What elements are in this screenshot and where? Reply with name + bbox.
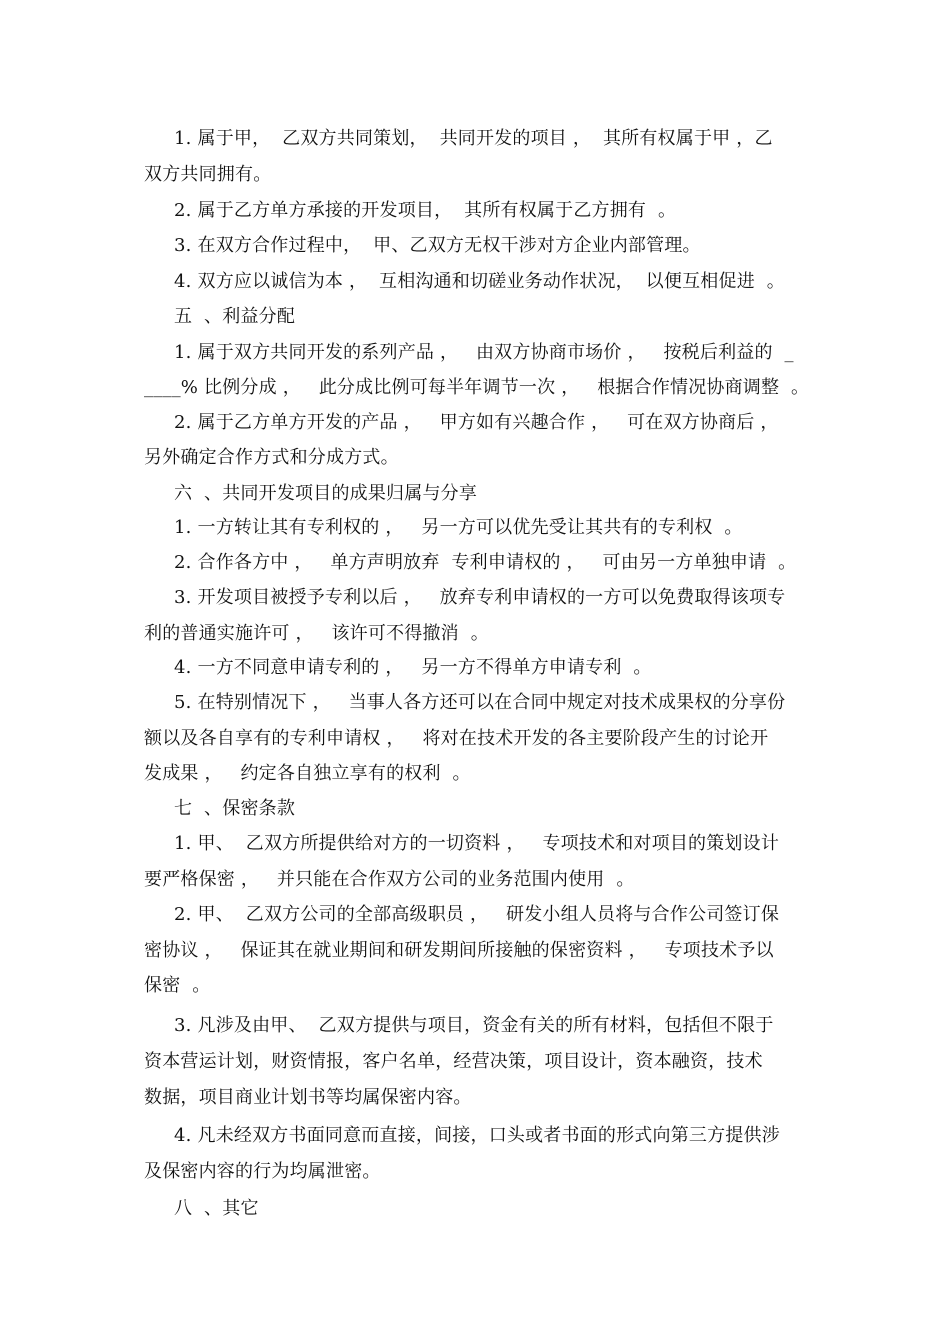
text-line: ____% 比例分成 ， 此分成比例可每半年调节一次 ， 根据合作情况协商调整 。	[144, 377, 810, 398]
text-line: 4. 凡未经双方书面同意而直接，间接，口头或者书面的形式向第三方提供涉	[174, 1125, 780, 1146]
section-heading: 五 、利益分配	[174, 306, 296, 327]
section-heading: 七 、保密条款	[174, 798, 296, 819]
text-line: 资本营运计划，财资情报，客户名单，经营决策，项目设计，资本融资，技术	[144, 1051, 763, 1072]
text-line: 利的普通实施许可 ， 该许可不得撤消 。	[144, 623, 489, 644]
text-line: 2. 属于乙方单方承接的开发项目， 其所有权属于乙方拥有 。	[174, 200, 677, 221]
text-line: 3. 凡涉及由甲、 乙双方提供与项目，资金有关的所有材料，包括但不限于	[174, 1015, 774, 1036]
text-line: 1. 甲、 乙双方所提供给对方的一切资料 ， 专项技术和对项目的策划设计	[174, 833, 780, 854]
text-line: 密协议 ， 保证其在就业期间和研发期间所接触的保密资料 ， 专项技术予以	[144, 940, 774, 961]
text-line: 要严格保密 ， 并只能在合作双方公司的业务范围内使用 。	[144, 869, 635, 890]
text-line: 双方共同拥有。	[144, 164, 272, 185]
text-line: 1. 属于甲， 乙双方共同策划， 共同开发的项目 ， 其所有权属于甲 ，乙	[174, 128, 773, 149]
text-line: 3. 开发项目被授予专利以后 ， 放弃专利申请权的一方可以免费取得该项专	[174, 587, 786, 608]
section-heading: 八 、其它	[174, 1198, 259, 1219]
text-line: 5. 在特别情况下 ， 当事人各方还可以在合同中规定对技术成果权的分享份	[174, 692, 786, 713]
text-line: 及保密内容的行为均属泄密。	[144, 1161, 381, 1182]
text-line: 额以及各自享有的专利申请权 ， 将对在技术开发的各主要阶段产生的讨论开	[144, 728, 769, 749]
text-line: 2. 属于乙方单方开发的产品 ， 甲方如有兴趣合作 ， 可在双方协商后 ，	[174, 412, 779, 433]
text-line: 保密 。	[144, 975, 211, 996]
text-line: 3. 在双方合作过程中， 甲、乙双方无权干涉对方企业内部管理。	[174, 235, 701, 256]
text-line: 4. 一方不同意申请专利的 ， 另一方不得单方申请专利 。	[174, 657, 652, 678]
text-line: 1. 属于双方共同开发的系列产品 ， 由双方协商市场价 ， 按税后利益的 _	[174, 342, 794, 363]
text-line: 发成果 ， 约定各自独立享有的权利 。	[144, 763, 471, 784]
text-line: 2. 甲、 乙双方公司的全部高级职员 ， 研发小组人员将与合作公司签订保	[174, 904, 780, 925]
text-line: 另外确定合作方式和分成方式。	[144, 447, 399, 468]
section-heading: 六 、共同开发项目的成果归属与分享	[174, 483, 478, 504]
text-line: 4. 双方应以诚信为本 ， 互相沟通和切磋业务动作状况， 以便互相促进 。	[174, 271, 785, 292]
text-line: 1. 一方转让其有专利权的 ， 另一方可以优先受让其共有的专利权 。	[174, 517, 743, 538]
text-line: 数据，项目商业计划书等均属保密内容。	[144, 1087, 472, 1108]
text-line: 2. 合作各方中 ， 单方声明放弃 专利申请权的 ， 可由另一方单独申请 。	[174, 552, 797, 573]
